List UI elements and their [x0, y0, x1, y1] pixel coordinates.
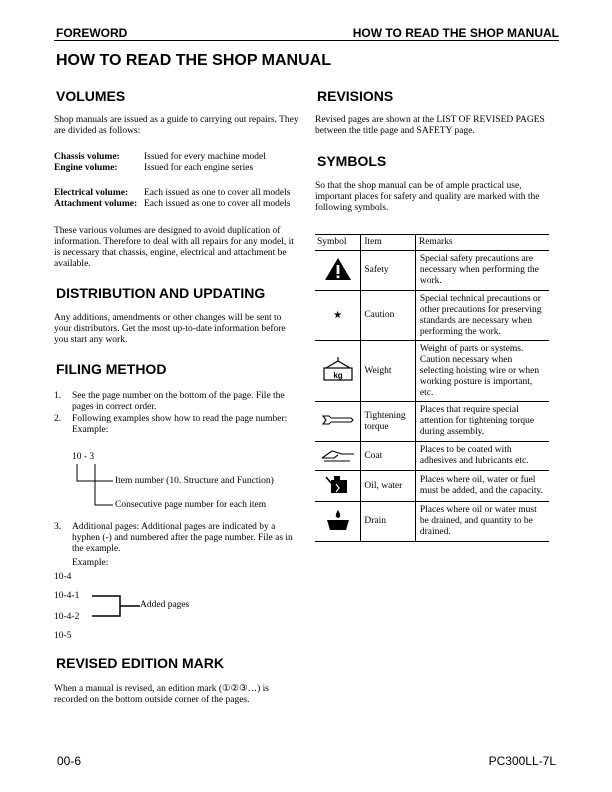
table-cell-remarks: Weight of parts or systems. Caution necessary when selecting hoisting wire or when working posture is important, etc. [415, 341, 549, 402]
volumes-note: These various volumes are designed to avoid duplication of information. Therefore to deal with all repairs for any model, it is necessary that chassis, engine, electrical and attachment be available. [54, 226, 294, 269]
revisions-text: Revised pages are shown at the LIST OF REVISED PAGES between the title page and SAFETY page. [315, 115, 545, 136]
revised-mark-text: When a manual is revised, an edition mark (①②③…) is recorded on the bottom outside corner of the pages. [54, 684, 269, 705]
list-item [54, 188, 304, 199]
added-pages-label: Added pages [140, 600, 190, 610]
item-number-label: Item number (10. Structure and Function) [115, 476, 274, 486]
table-cell-item: Drain [361, 502, 416, 542]
example-label: Example: [72, 425, 109, 435]
warning-triangle-icon [324, 257, 352, 281]
volumes-intro: Shop manuals are issued as a guide to carrying out repairs. They are divided as follows: [54, 115, 299, 136]
added-page-number: 10-4 [54, 572, 72, 582]
header-rule [54, 40, 559, 41]
added-page-number: 10-5 [54, 631, 72, 641]
volumes-heading: VOLUMES [56, 88, 126, 104]
volume-desc: Issued for each engine series [144, 163, 254, 173]
added-pages-bracket [90, 590, 142, 624]
filing-item-1: See the page number on the bottom of the page. File the pages in correct order. [72, 391, 285, 412]
table-cell-item: Tightening torque [361, 402, 416, 442]
table-cell-symbol [315, 502, 361, 542]
table-row [315, 502, 549, 542]
added-page-number: 10-4-1 [54, 591, 80, 601]
table-cell-remarks: Places to be coated with adhesives and lubricants etc. [415, 442, 549, 471]
table-cell-item: Coat [361, 442, 416, 471]
volume-term: Engine volume: [54, 163, 118, 173]
volume-list-1 [54, 152, 304, 174]
consecutive-page-label: Consecutive page number for each item [115, 500, 267, 510]
table-cell-remarks: Special safety precautions are necessary when performing the work. [415, 251, 549, 291]
list-item [54, 152, 304, 163]
table-cell-item: Safety [361, 251, 416, 291]
symbols-heading: SYMBOLS [317, 153, 387, 169]
oil-can-icon [324, 473, 352, 495]
table-row [315, 402, 549, 442]
page-number-bracket [70, 462, 120, 512]
star-icon: ★ [333, 309, 343, 321]
drain-icon [324, 508, 352, 532]
volume-desc: Each issued as one to cover all models [144, 188, 291, 198]
column-header-remarks: Remarks [415, 235, 549, 251]
table-cell-symbol [315, 251, 361, 291]
table-cell-remarks: Places where oil, water or fuel must be added, and the capacity. [415, 471, 549, 502]
table-row [315, 341, 549, 402]
distribution-heading: DISTRIBUTION AND UPDATING [56, 285, 266, 301]
table-row [315, 291, 549, 341]
filing-item-3: Additional pages: Additional pages are indicated by a hyphen (-) and numbered after the page number. File as in the example. [72, 522, 293, 554]
table-cell-item: Weight [361, 341, 416, 402]
table-cell-item: Caution [361, 291, 416, 341]
table-cell-remarks: Places that require special attention for tightening torque during assembly. [415, 402, 549, 442]
page-title: HOW TO READ THE SHOP MANUAL [56, 52, 331, 69]
volume-term: Attachment volume: [54, 199, 138, 209]
table-header-row [315, 235, 549, 251]
table-cell-symbol [315, 471, 361, 502]
column-header-item: Item [361, 235, 416, 251]
symbols-intro: So that the shop manual can be of ample practical use, important places for safety and quality are marked with the following symbols. [315, 181, 540, 213]
header-section-label: FOREWORD [56, 26, 128, 40]
coat-brush-icon [320, 445, 356, 463]
filing-item-number: 1. [54, 391, 62, 401]
volume-desc: Each issued as one to cover all models [144, 199, 291, 209]
filing-item-2: Following examples show how to read the page number: [72, 414, 288, 424]
volume-desc: Issued for every machine model [144, 152, 266, 162]
filing-item-number: 3. [54, 522, 62, 532]
column-header-symbol: Symbol [315, 235, 361, 251]
distribution-text: Any additions, amendments or other changes will be sent to your distributors. Get the most up-to-date information before you start any work. [54, 313, 286, 345]
filing-item-number: 2. [54, 414, 62, 424]
page-number: 00-6 [57, 754, 82, 768]
table-cell-symbol [315, 341, 361, 402]
volume-term: Chassis volume: [54, 152, 120, 162]
table-cell-symbol [315, 291, 361, 341]
weight-kg-text: kg [332, 371, 343, 380]
weight-kg-icon [321, 356, 355, 382]
symbols-table [315, 234, 549, 542]
table-row [315, 442, 549, 471]
table-cell-remarks: Special technical precautions or other precautions for preserving standards are necessary when performing the work. [415, 291, 549, 341]
wrench-icon [321, 411, 355, 429]
table-cell-remarks: Places where oil or water must be drained, and quantity to be drained. [415, 502, 549, 542]
list-item [54, 199, 304, 210]
table-row [315, 251, 549, 291]
table-cell-item: Oil, water [361, 471, 416, 502]
model-number: PC300LL-7L [488, 754, 556, 768]
revisions-heading: REVISIONS [317, 88, 394, 104]
added-page-number: 10-4-2 [54, 612, 80, 622]
header-page-title: HOW TO READ THE SHOP MANUAL [352, 26, 559, 40]
volume-term: Electrical volume: [54, 188, 129, 198]
list-item [54, 163, 304, 174]
page-number-example: 10 - 3 [72, 452, 95, 462]
volume-list-2 [54, 188, 304, 210]
table-cell-symbol [315, 402, 361, 442]
table-row [315, 471, 549, 502]
revised-mark-heading: REVISED EDITION MARK [56, 655, 225, 671]
table-cell-symbol [315, 442, 361, 471]
filing-heading: FILING METHOD [56, 361, 167, 377]
example-label: Example: [72, 558, 109, 568]
